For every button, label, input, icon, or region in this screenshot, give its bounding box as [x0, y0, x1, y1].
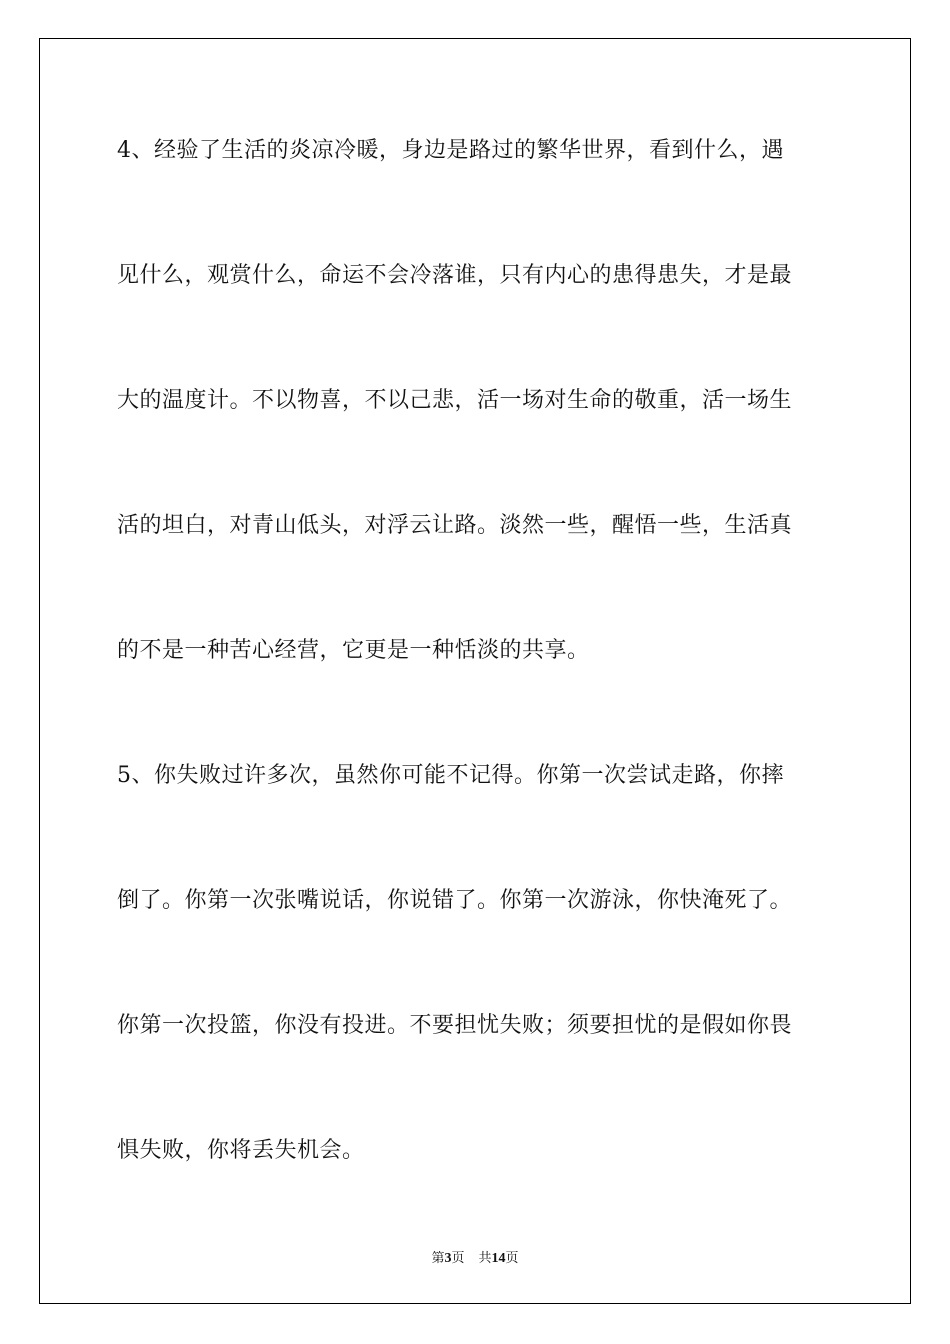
paragraph-line: 惧失败，你将丢失机会。	[117, 1138, 365, 1163]
paragraph-line: 倒了。你第一次张嘴说话，你说错了。你第一次游泳，你快淹死了。	[117, 888, 793, 913]
page-prefix: 第	[431, 1251, 445, 1266]
paragraph-line: 的不是一种苦心经营，它更是一种恬淡的共享。	[117, 638, 590, 663]
total-suffix: 页	[505, 1251, 519, 1266]
paragraph-line: 4、经验了生活的炎凉冷暖，身边是路过的繁华世界，看到什么，遇	[117, 138, 784, 163]
paragraph-line: 见什么，观赏什么，命运不会冷落谁，只有内心的患得患失，才是最	[117, 263, 793, 288]
document-body	[117, 126, 835, 1251]
page-footer	[0, 1247, 950, 1267]
total-prefix: 共	[478, 1251, 492, 1266]
total-pages: 14	[491, 1251, 506, 1266]
paragraph-line: 5、你失败过许多次，虽然你可能不记得。你第一次尝试走路，你摔	[117, 763, 784, 788]
page-number: 3	[444, 1251, 452, 1266]
page-suffix: 页	[451, 1251, 465, 1266]
paragraph-line: 你第一次投篮，你没有投进。不要担忧失败；须要担忧的是假如你畏	[117, 1013, 793, 1038]
paragraph-line: 大的温度计。不以物喜，不以己悲，活一场对生命的敬重，活一场生	[117, 388, 793, 413]
paragraph-line: 活的坦白，对青山低头，对浮云让路。淡然一些，醒悟一些，生活真	[117, 513, 793, 538]
